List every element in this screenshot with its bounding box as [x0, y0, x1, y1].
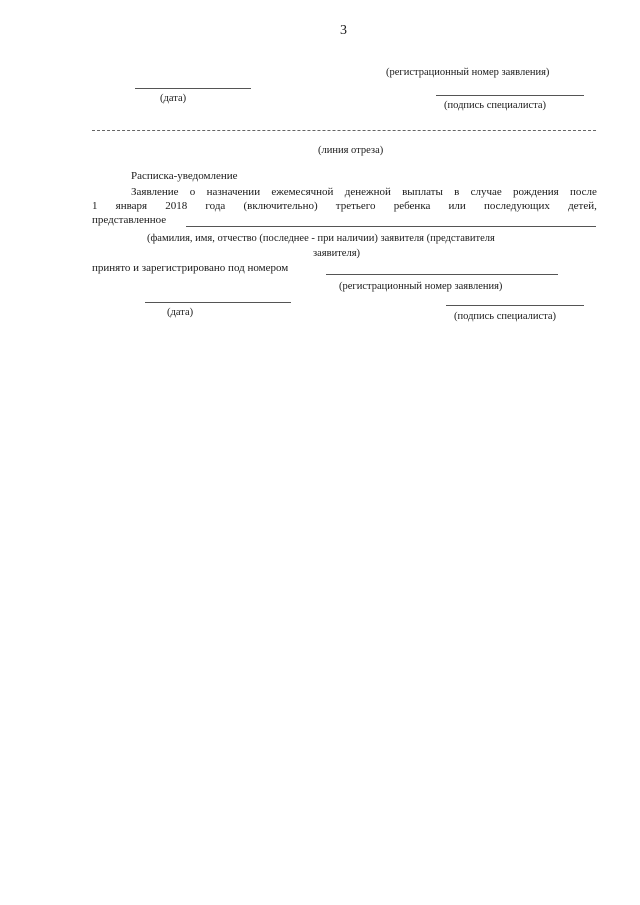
presented-label: представленное [92, 214, 167, 226]
receipt-title: Расписка-уведомление [131, 170, 238, 182]
word: (включительно) [243, 200, 318, 212]
word: Заявление [131, 186, 179, 198]
word: года [205, 200, 226, 212]
cut-line [92, 130, 596, 131]
word: ребенка [393, 200, 431, 212]
applicant-caption-1: (фамилия, имя, отчество (последнее - при наличии) заявителя (представителя [147, 233, 495, 244]
top-reg-number-caption: (регистрационный номер заявления) [386, 67, 550, 78]
word: выплаты [402, 186, 443, 198]
word: ежемесячной [271, 186, 334, 198]
receipt-date-line [145, 302, 291, 303]
registration-number-line [326, 274, 558, 275]
applicant-name-line [186, 226, 596, 227]
top-date-caption: (дата) [160, 93, 187, 104]
word: денежной [344, 186, 391, 198]
page-number: 3 [340, 23, 347, 38]
word: после [569, 186, 597, 198]
receipt-text-line-1 [131, 186, 597, 199]
receipt-reg-number-caption: (регистрационный номер заявления) [339, 281, 503, 292]
receipt-signature-line [446, 305, 584, 306]
word: рождения [513, 186, 559, 198]
word: 2018 [165, 200, 188, 212]
word: третьего [335, 200, 376, 212]
word: о [189, 186, 196, 198]
receipt-text-line-2 [92, 200, 597, 213]
top-signature-caption: (подпись специалиста) [444, 100, 547, 111]
word: в [454, 186, 460, 198]
applicant-caption-2: заявителя) [313, 248, 361, 259]
registered-label: принято и зарегистрировано под номером [92, 262, 289, 274]
top-date-line [135, 88, 251, 89]
word: последующих [483, 200, 550, 212]
top-signature-line [436, 95, 584, 96]
word: детей, [568, 200, 597, 212]
word: января [115, 200, 148, 212]
word: 1 [92, 200, 98, 212]
receipt-signature-caption: (подпись специалиста) [454, 311, 557, 322]
word: или [448, 200, 466, 212]
cut-line-caption: (линия отреза) [318, 145, 384, 156]
word: случае [470, 186, 502, 198]
word: назначении [206, 186, 261, 198]
receipt-date-caption: (дата) [167, 307, 194, 318]
